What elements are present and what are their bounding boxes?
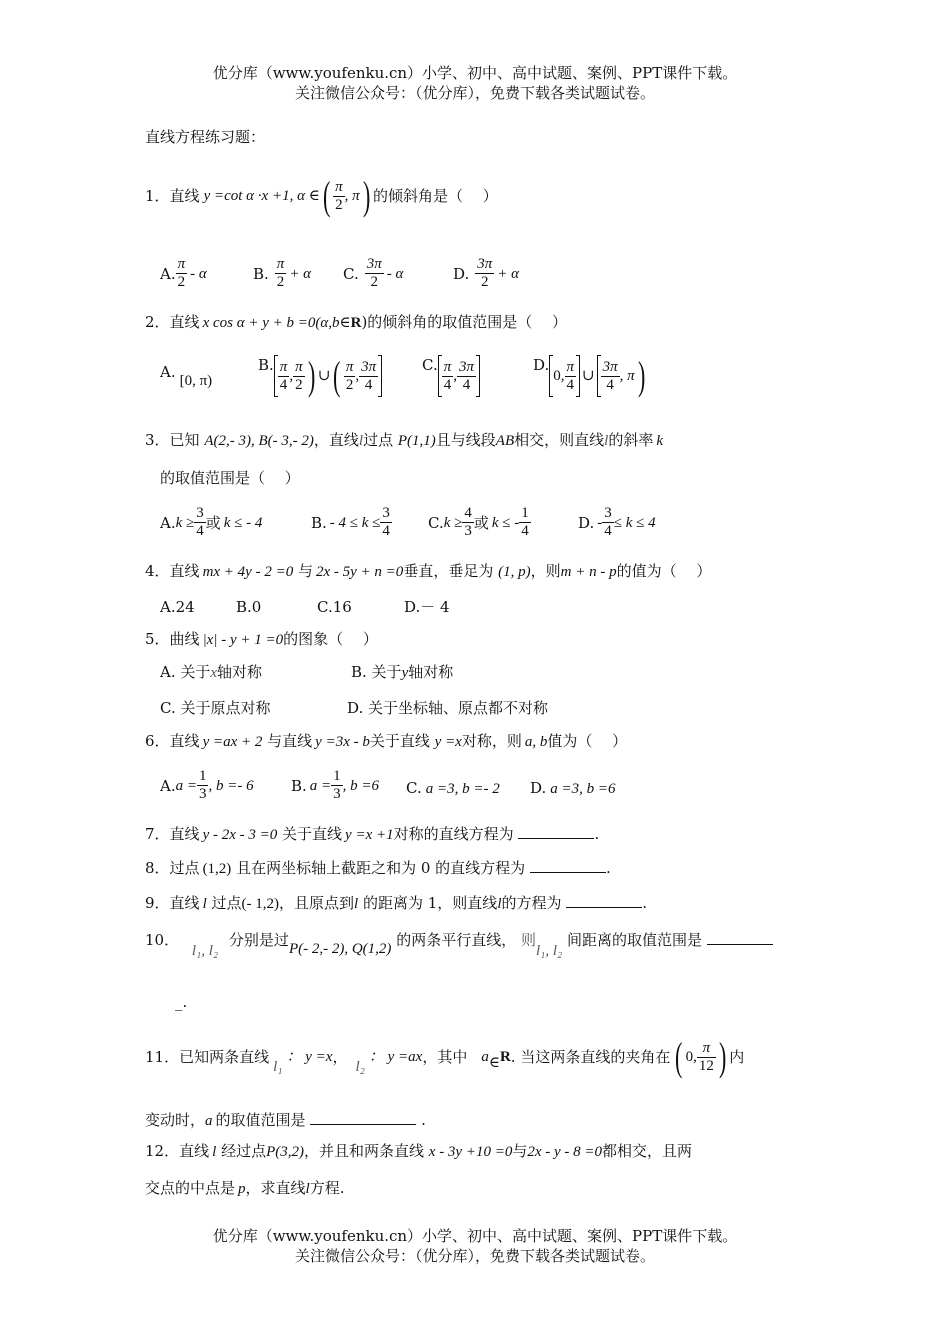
q11-answer-blank[interactable] [310,1110,416,1125]
q3-option-d: D. - $\frac{3}{4}$ ≤ k ≤ 4 [578,505,656,539]
q11-line-2: 变动时，a 的取值范围是 . [145,1111,426,1129]
header-line-1: 优分库（www.youfenku.cn）小学、初中、高中试题、案例、PPT课件下载。 [212,64,738,82]
q4-option-d: D.－ 4 [404,598,450,616]
q2-option-c: C. $\frac{\pi}{4}$ , $\frac{3\pi}{4}$ [422,355,480,397]
q1-option-d: D. $\frac{3\pi}{2}$ + α [453,256,520,290]
q1-option-a: A. $\frac{\pi}{2}$ - α [160,256,207,290]
q1-option-c: C. $\frac{3\pi}{2}$ - α [343,256,404,290]
q3-line-2: 的取值范围是（ ） [160,469,300,487]
question-3: 3．已知 A(2,- 3), B(- 3,- 2)，直线l过点 P(1,1)且与线段AB相交，则直线l的斜率 k [145,431,663,449]
q7-answer-blank[interactable] [518,824,594,839]
q1-tail: , π [344,188,360,204]
footer-line-1: 优分库（www.youfenku.cn）小学、初中、高中试题、案例、PPT课件下载。 [212,1227,738,1245]
q2-option-b: B. $\frac{\pi}{4}$ , $\frac{\pi}{2}$ ) ∪ ( $\frac{\pi}{2}$ , $\frac{3\pi}{4}$ [258,355,382,397]
q1-expr: y =cot α ·x +1, α ∈ [203,188,320,204]
q3-option-b: B. - 4 ≤ k ≤ $\frac{3}{4}$ [311,505,390,539]
q5-option-b: B. 关于y轴对称 [351,663,454,681]
question-6: 6．直线 y =ax + 2 与直线 y =3x - b关于直线 y =x对称，则 a, b值为（ ） [145,732,628,750]
q2-option-a: A. [0, π) [160,363,213,389]
q2-option-d: D. 0, $\frac{\pi}{4}$ ∪ $\frac{3\pi}{4}$ , π ) [533,353,645,398]
q6-option-a: A. a = $\frac{1}{3}$ , b =- 6 [160,768,254,802]
q4-option-c: C.16 [317,598,352,616]
question-7: 7．直线 y - 2x - 3 =0 关于直线 y =x +1对称的直线方程为 . [145,825,600,843]
q6-option-c: C. a =3, b =- 2 [406,779,500,797]
question-4: 4．直线 mx + 4y - 2 =0 与 2x - 5y + n =0垂直，垂足为 (1, p)，则m + n - p的值为（ ） [145,562,712,580]
q10-tail: _. [175,993,188,1011]
q5-option-a: A. 关于x轴对称 [160,663,263,681]
q1-post: 的倾斜角是（ ） [373,187,498,205]
q5-option-c: C. 关于原点对称 [160,699,271,717]
question-11: 11． 已知两条直线 l₁ ： y =x ， l₂ ： y =ax ，其中 a ∈ R . 当这两条直线的夹角在 ( 0, $\frac{\pi}{12}$ ) 内 [145,1034,745,1079]
q1-number: 1． [145,187,170,205]
q6-option-d: D. a =3, b =6 [530,779,616,797]
page-title: 直线方程练习题： [145,128,266,146]
q10-answer-blank[interactable] [707,930,773,945]
q12-line-2: 交点的中点是 p，求直线l方程. [145,1179,345,1197]
q6-option-b: B. a = $\frac{1}{3}$ , b =6 [291,768,380,802]
question-1 [145,173,498,218]
q1-fraction: $\frac{\pi}{2}$ [335,178,343,213]
q3-option-a: A. k ≥ $\frac{3}{4}$ 或 k ≤ - 4 [160,505,263,539]
q1-left-paren: ( [322,173,331,218]
q8-answer-blank[interactable] [530,858,606,873]
header-line-2: 关注微信公众号：（优分库），免费下载各类试题试卷。 [294,84,655,102]
question-8: 8．过点 (1,2) 且在两坐标轴上截距之和为 0 的直线方程为 . [145,859,611,877]
q9-answer-blank[interactable] [566,893,642,908]
question-12: 12．直线 l 经过点P(3,2)，并且和两条直线 x - 3y +10 =0与2x - y - 8 =0都相交，且两 [145,1142,693,1160]
q1-option-b: B. $\frac{\pi}{2}$ + α [253,256,312,290]
q4-option-b: B.0 [236,598,262,616]
q1-pre: 直线 [169,187,200,205]
q1-right-paren: ) [362,173,371,218]
q4-option-a: A.24 [160,598,195,616]
question-5: 5．曲线 |x| - y + 1 =0的图象（ ） [145,630,378,648]
q3-option-c: C. k ≥ $\frac{4}{3}$ 或 k ≤ - $\frac{1}{4}$ [428,505,529,539]
question-10: 10． l₁, l₂ 分别是过P(- 2,- 2), Q(1,2) 的两条平行直线， 则l₁, l₂ 间距离的取值范围是 [145,930,773,951]
question-2: 2．直线 x cos α + y + b =0(α,b∈R)的倾斜角的取值范围是（ ） [145,313,568,331]
footer-line-2: 关注微信公众号：（优分库），免费下载各类试题试卷。 [294,1247,655,1265]
question-9: 9．直线 l 过点(- 1,2)，且原点到l 的距离为 1，则直线l的方程为 . [145,894,648,912]
q5-option-d: D. 关于坐标轴、原点都不对称 [347,699,549,717]
